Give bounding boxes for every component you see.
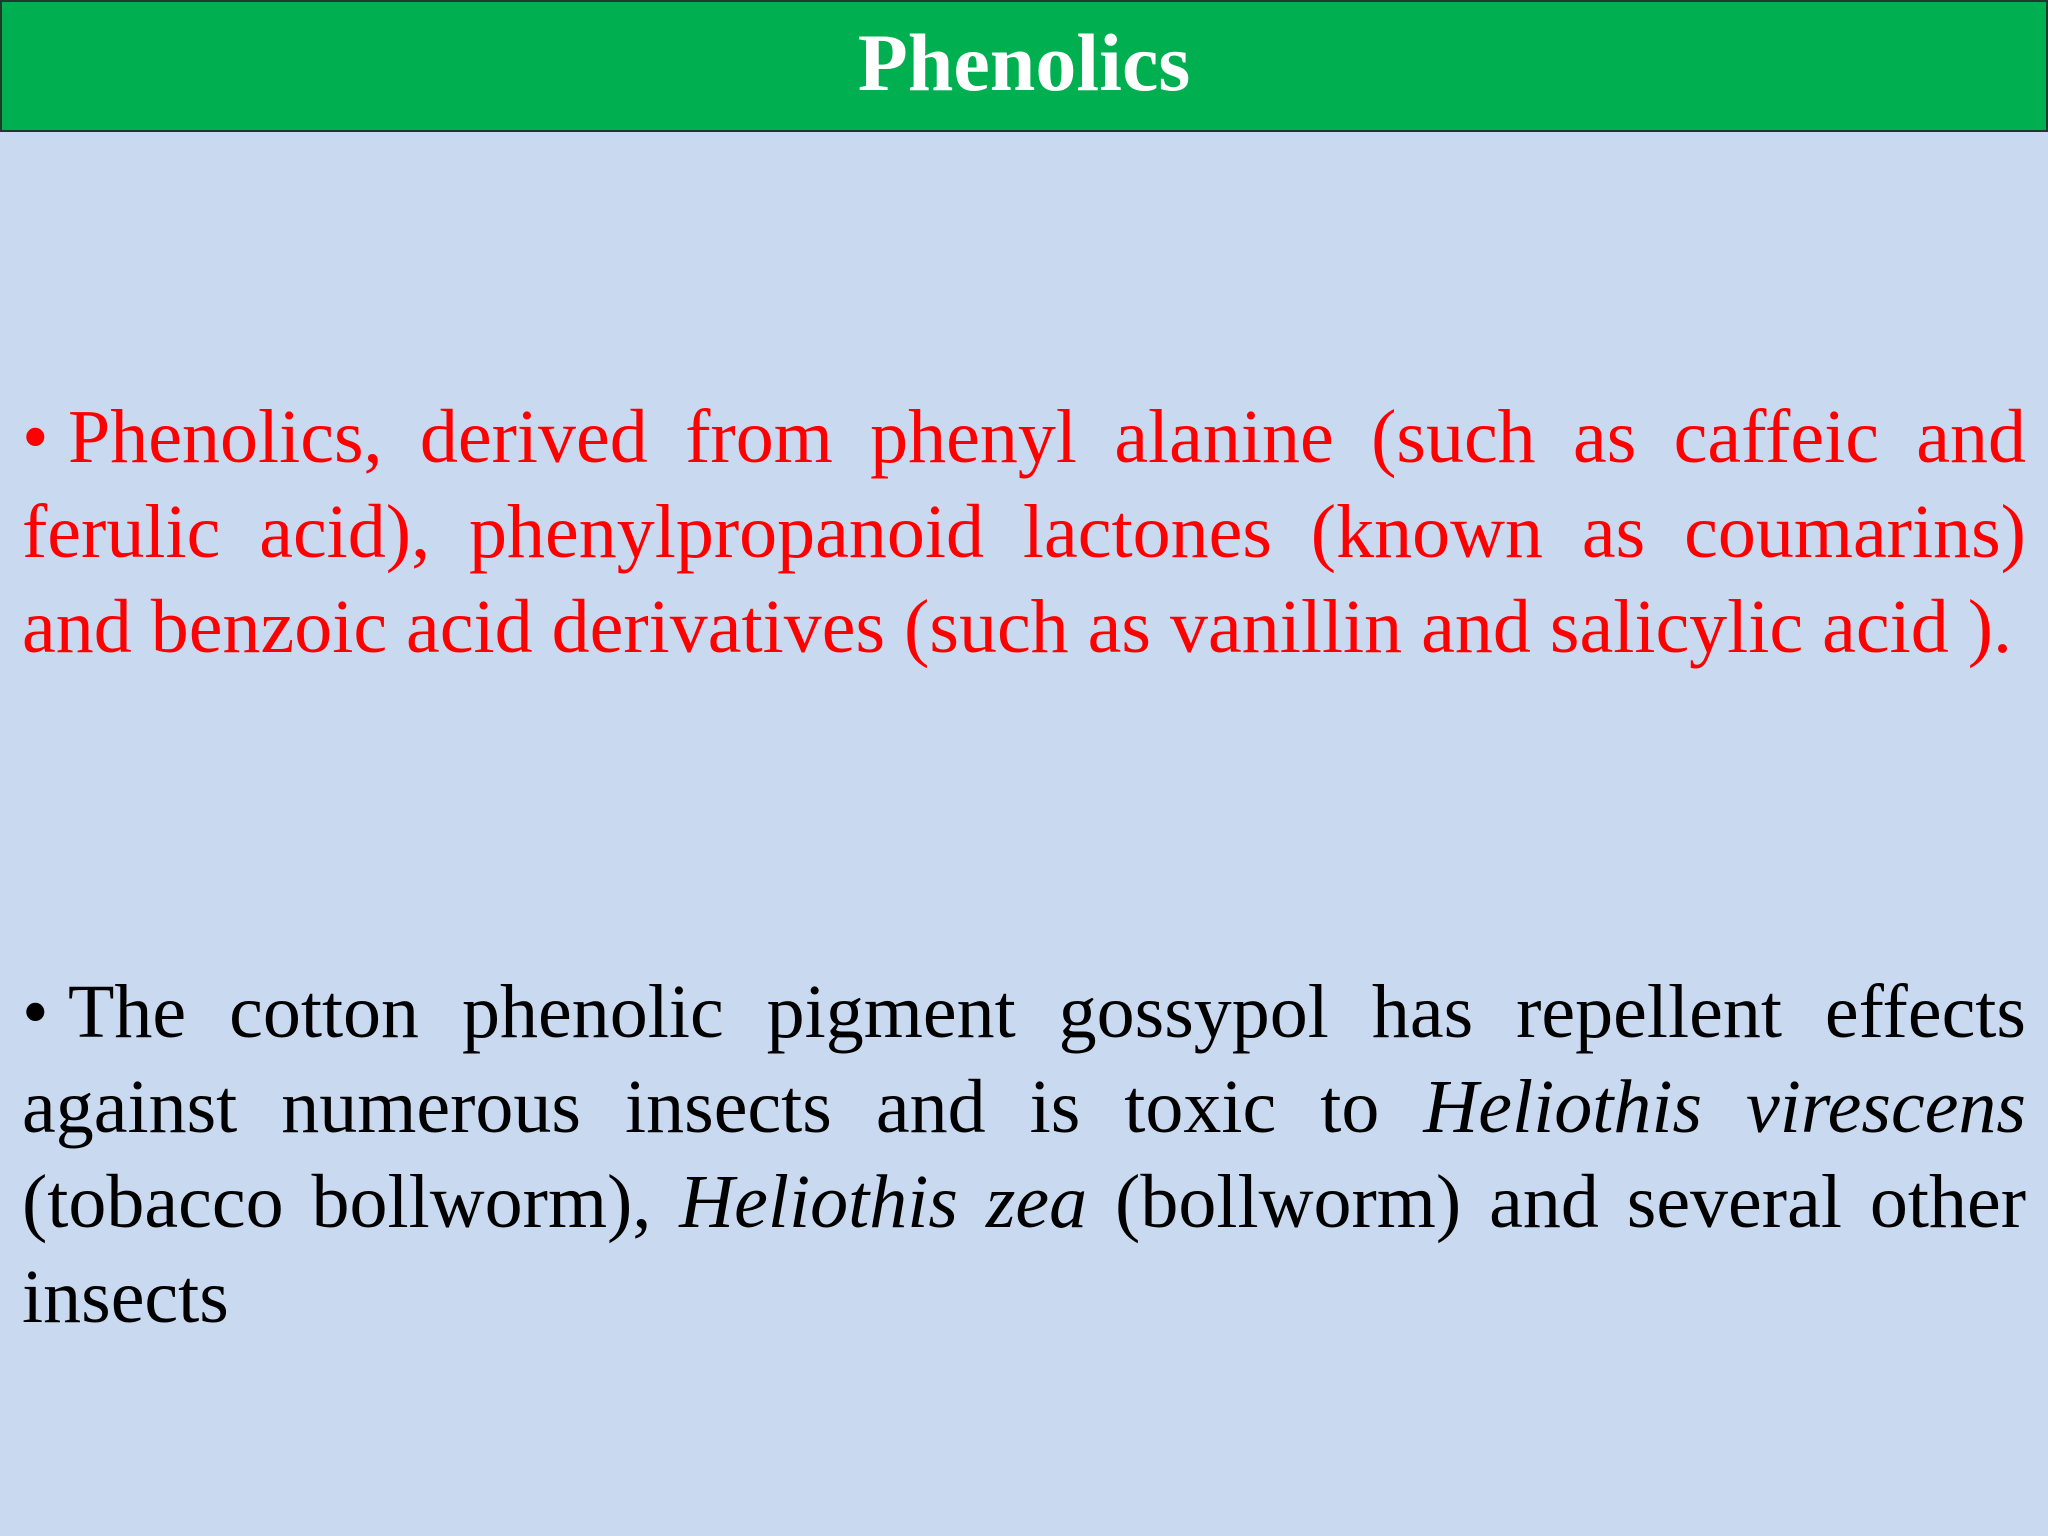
title-bar	[0, 0, 2048, 132]
bullet-text-part-1: The cotton phenolic pigment gossypol has repellent effects against numerous insects and is toxic to	[22, 970, 2026, 1149]
bullet-gossypol	[22, 965, 2026, 1345]
bullet-marker: •	[22, 395, 49, 479]
slide-title: Phenolics	[857, 17, 1191, 108]
bullet-text-part-3: (bollworm) and several other insects	[22, 1160, 2027, 1339]
species-heliothis-virescens: Heliothis virescens	[1423, 1065, 2027, 1149]
bullet-text-part-2: (tobacco bollworm),	[22, 1160, 680, 1244]
bullet-phenolics-derivation	[22, 390, 2026, 675]
bullet-text: Phenolics, derived from phenyl alanine (such as caffeic and ferulic acid), phenylpropanoid lactones (known as coumarins) and benzoic acid derivatives (such as vanillin and salicylic acid ).	[22, 395, 2026, 669]
bullet-marker: •	[22, 970, 49, 1054]
species-heliothis-zea: Heliothis zea	[679, 1160, 1088, 1244]
